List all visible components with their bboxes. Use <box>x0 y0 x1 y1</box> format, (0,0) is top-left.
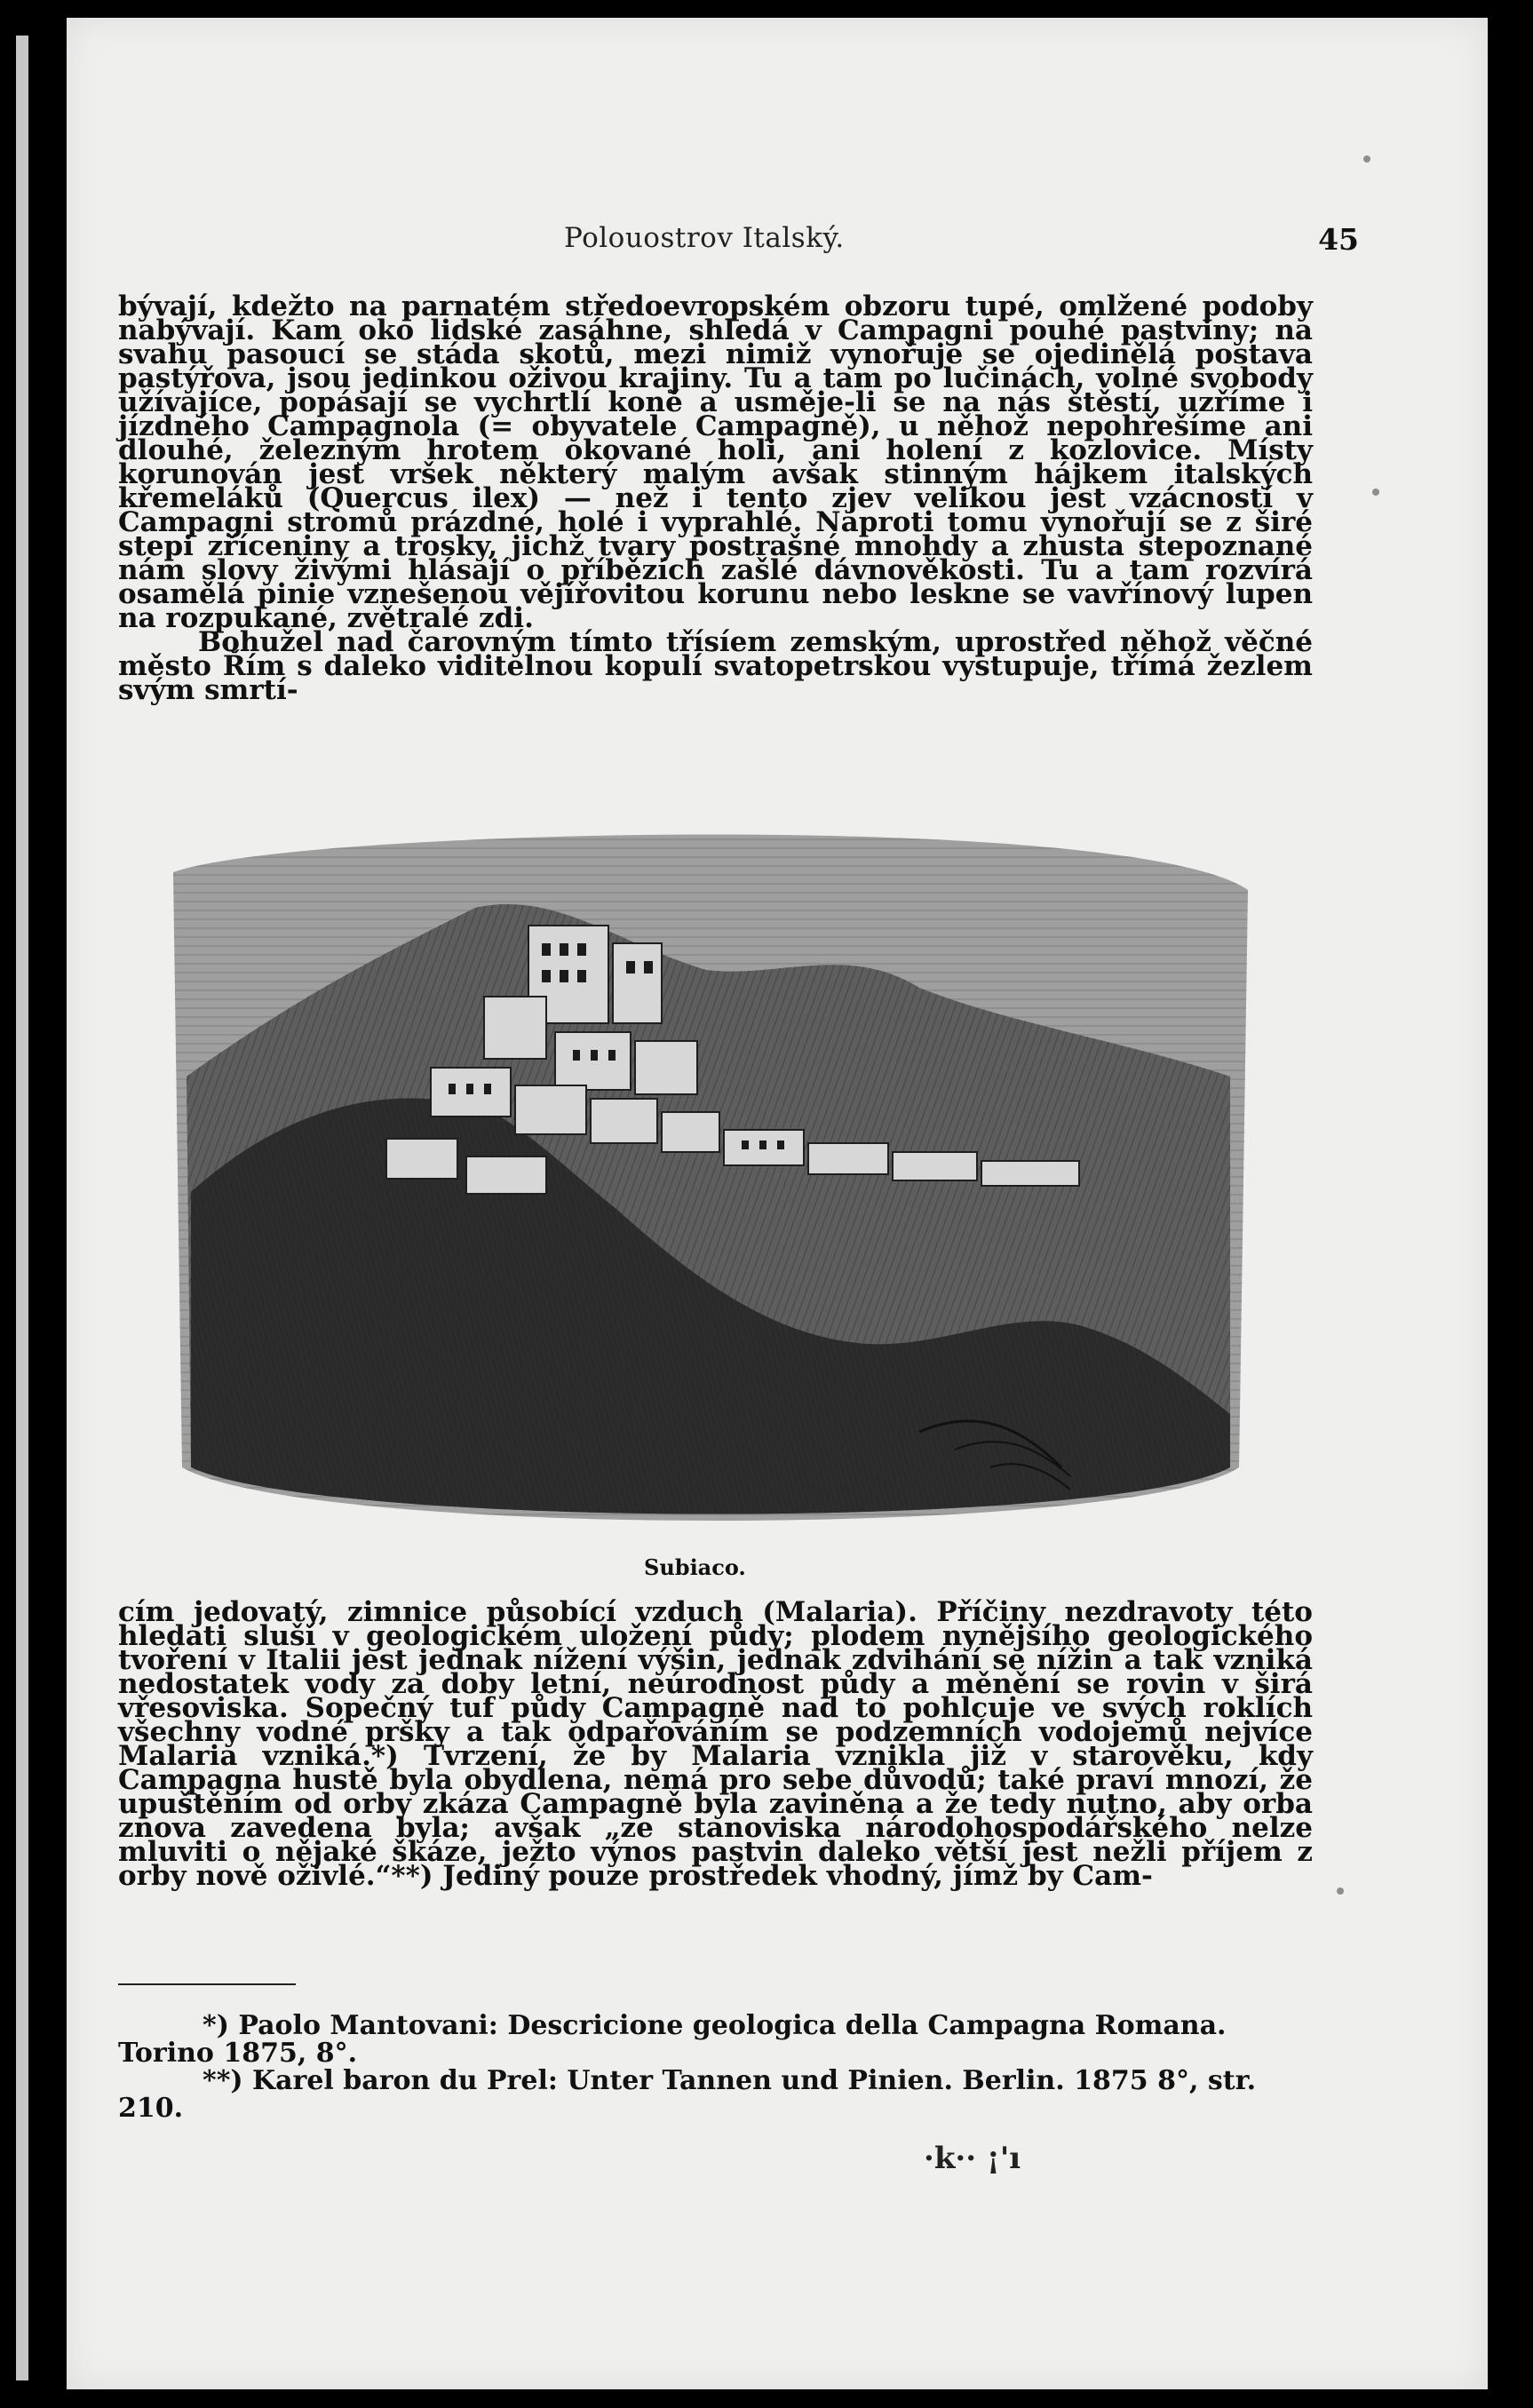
book-page <box>67 18 1488 2389</box>
footnote-1-mark: *) <box>203 2010 229 2041</box>
footnote-2-text: Karel baron du Prel: Unter Tannen und Pinien. Berlin. 1875 8°, str. 210. <box>118 2065 1257 2124</box>
scan-dot <box>1372 489 1379 496</box>
footnotes <box>118 2012 1313 2122</box>
subiaco-engraving <box>155 792 1266 1538</box>
paragraph-top-2: Bohužel nad čarovným tímto třísíem zemským, uprostřed něhož věčné město Řím s daleko viditelnou kopulí svatopetrskou vystupuje, třímá žezlem svým smrtí- <box>118 626 1313 706</box>
page-header <box>67 203 1488 257</box>
footnote-2 <box>118 2067 1313 2122</box>
footnote-1 <box>118 2012 1313 2067</box>
footnote-rule <box>118 1983 296 1985</box>
scan-dot <box>1363 155 1370 163</box>
book-spine-strip <box>16 36 28 2380</box>
footnote-2-mark: **) <box>203 2065 243 2096</box>
illustration-caption: Subiaco. <box>644 1554 746 1580</box>
bottom-scribble: ·k·· ¡'ı <box>924 2141 1021 2176</box>
running-title: Polouostrov Italský. <box>564 222 845 254</box>
scan-dot <box>1337 1887 1344 1895</box>
footnote-1-text: Paolo Mantovani: Descricione geologica della Campagna Romana. Torino 1875, 8°. <box>118 2010 1227 2069</box>
top-text-block <box>118 290 1313 706</box>
paragraph-top-1: bývají, kdežto na parnatém středoevropském obzoru tupé, omlžené podoby nabývají. Kam oko lidské zasáhne, shledá v Campagni pouhé pastviny; na svahu pasoucí se stáda skotů, mezi nimiž vynořuje se ojedinělá postava pastýřova, jsou jedinkou oživou krajiny. Tu a tam po lučinách, volné svobody užívajíce, popásají se vychrtlí koně a usměje-li se na nás štěstí, uzříme i jízdného Campagnola (= obyvatele Campagně), u něhož nepohřešíme ani dlouhé, železným hrotem okované holi, ani holení z kozlovice. Místy korunován jest vršek některý malým avšak stinným hájkem italských křemeláků (Quercus ilex) — než i tento zjev velikou jest vzácností v Campagni stromů prázdné, holé i vyprahlé. Naproti tomu vynořují se z širé stepi zříceniny a trosky, jichž tvary postrašné mnohdy a zhusta stepoznané nám slovy živými hlásají o příbězích zašlé dávnověkosti. Tu a tam rozvírá osamělá pinie vznešenou vějířovitou korunu nebo leskne se vavřínový lupen na rozpukané, zvětralé zdi. <box>118 290 1313 634</box>
paragraph-bottom: cím jedovatý, zimnice působící vzduch (Malaria). Příčiny nezdravoty této hledati sluší v geologickém uložení půdy; plodem nynějšího geologického tvoření v Italii jest jednak nížení výšin, jednak zdvihání se nížin a tak vzniká nedostatek vody za doby letní, neúrodnost půdy a měnění se rovin v širá vřesoviska. Sopečný tuf půdy Campagně nad to pohlcuje ve svých roklích všechny vodné pršky a tak odpařováním se podzemních vodojemů nejvíce Malaria vzniká.*) Tvrzení, že by Malaria vznikla již v starověku, kdy Campagna hustě byla obydlena, nemá pro sebe důvodů; také praví mnozí, že upuštěním od orby zkáza Campagně byla zaviněna a že tedy nutno, aby orba znova zavedena byla; avšak „ze stanoviska národohospodářského nelze mluviti o nějaké škáze, ježto výnos pastvin daleko větší jest nežli příjem z orby nově oživlé.“**) Jediný pouze prostředek vhodný, jímž by Cam- <box>118 1596 1313 1892</box>
page-number: 45 <box>1318 222 1359 257</box>
bottom-text-block <box>118 1596 1313 1892</box>
